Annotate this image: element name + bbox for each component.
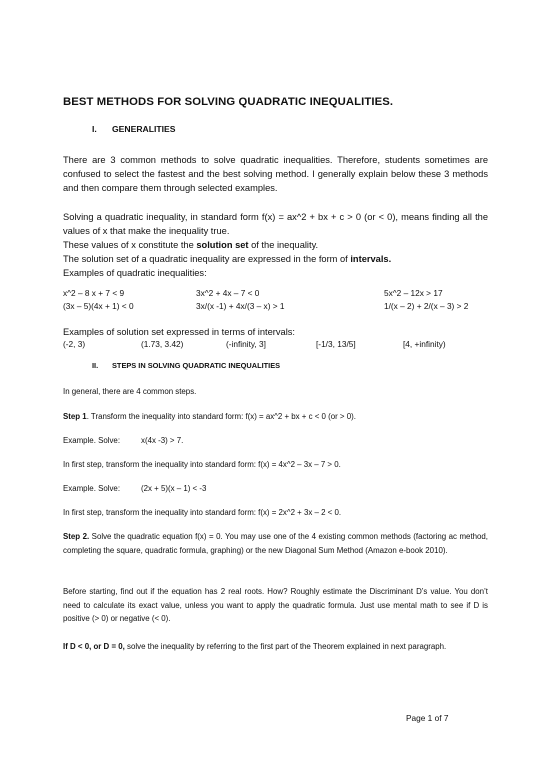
interval-example: [4, +infinity) [403, 339, 446, 349]
section-title: GENERALITIES [112, 124, 176, 134]
document-title: BEST METHODS FOR SOLVING QUADRATIC INEQUALITIES. [63, 96, 394, 108]
example-2-transform: In first step, transform the inequality into standard form: f(x) = 2x^2 + 3x – 2 < 0. [63, 508, 342, 517]
section-heading-steps [92, 361, 280, 370]
example-2 [63, 482, 488, 496]
example-expression: (2x + 5)(x – 1) < -3 [141, 484, 207, 493]
d-condition: If D < 0, or D = 0, [63, 642, 125, 651]
example-1-transform: In first step, transform the inequality into standard form: f(x) = 4x^2 – 3x – 7 > 0. [63, 460, 341, 469]
section-title: STEPS IN SOLVING QUADRATIC INEQUALITIES [112, 361, 281, 370]
inequality-example: 1/(x – 2) + 2/(x – 3) > 2 [384, 301, 469, 311]
d-nonpositive-paragraph: If D < 0, or D = 0, solve the inequality by referring to the first part of the Theorem explained in next paragraph. [63, 642, 447, 651]
discriminant-paragraph: Before starting, find out if the equation has 2 real roots. How? Roughly estimate the Discriminant D’s value. You don’t need to calculate its exact value, unless you want to apply the quadratic formula. Just use mental math to see if D is positive (> 0) or negative (< 0). [63, 587, 488, 623]
inequality-example: 3x/(x -1) + 4x/(3 – x) > 1 [196, 301, 285, 311]
section-number: II. [92, 361, 99, 370]
inequality-example: (3x – 5)(4x + 1) < 0 [63, 301, 134, 311]
example-label: Example. Solve: [63, 484, 121, 493]
interval-example: [-1/3, 13/5] [316, 339, 356, 349]
intro-paragraph: There are 3 common methods to solve quadratic inequalities. Therefore, students sometimes are confused to select the fastest and the best solving method. I generally explain below these 3 methods and then compare them through selected examples. [63, 155, 488, 193]
section-heading-generalities [92, 124, 176, 134]
example-label: Example. Solve: [63, 436, 121, 445]
inequality-example: 5x^2 – 12x > 17 [384, 288, 443, 298]
section-number: I. [92, 124, 97, 134]
page-number: Page 1 of 7 [406, 713, 449, 723]
inequality-example: x^2 – 8 x + 7 < 9 [63, 288, 125, 298]
interval-example: (-infinity, 3] [226, 339, 266, 349]
step-1-paragraph: Step 1. Transform the inequality into standard form: f(x) = ax^2 + bx + c < 0 (or > 0). [63, 412, 356, 421]
inequality-example: 3x^2 + 4x – 7 < 0 [196, 288, 260, 298]
interval-example: (1.73, 3.42) [141, 339, 184, 349]
step-2-label: Step 2. [63, 532, 90, 541]
intervals-paragraph: The solution set of a quadratic inequality are expressed in the form of intervals. [63, 254, 392, 264]
example-expression: x(4x -3) > 7. [141, 436, 184, 445]
definition-paragraph: Solving a quadratic inequality, in standard form f(x) = ax^2 + bx + c > 0 (or < 0), means finding all the values of x that make the inequality true. [63, 212, 488, 236]
examples-intro: Examples of quadratic inequalities: [63, 268, 207, 278]
step-1-label: Step 1 [63, 412, 87, 421]
solution-set-term: solution set [196, 240, 249, 250]
solution-set-paragraph: These values of x constitute the solution set of the inequality. [63, 240, 319, 250]
steps-intro: In general, there are 4 common steps. [63, 387, 197, 396]
example-1 [63, 434, 488, 448]
intervals-term: intervals. [350, 254, 392, 264]
step-2-paragraph: Step 2. Solve the quadratic equation f(x) = 0. You may use one of the 4 existing common methods (factoring ac method, completing the square, quadratic formula, graphing) or the new Diagonal Sum Method (Amazon e-book 2010). [63, 532, 488, 555]
interval-example: (-2, 3) [63, 339, 86, 349]
interval-examples-intro: Examples of solution set expressed in terms of intervals: [63, 327, 296, 337]
